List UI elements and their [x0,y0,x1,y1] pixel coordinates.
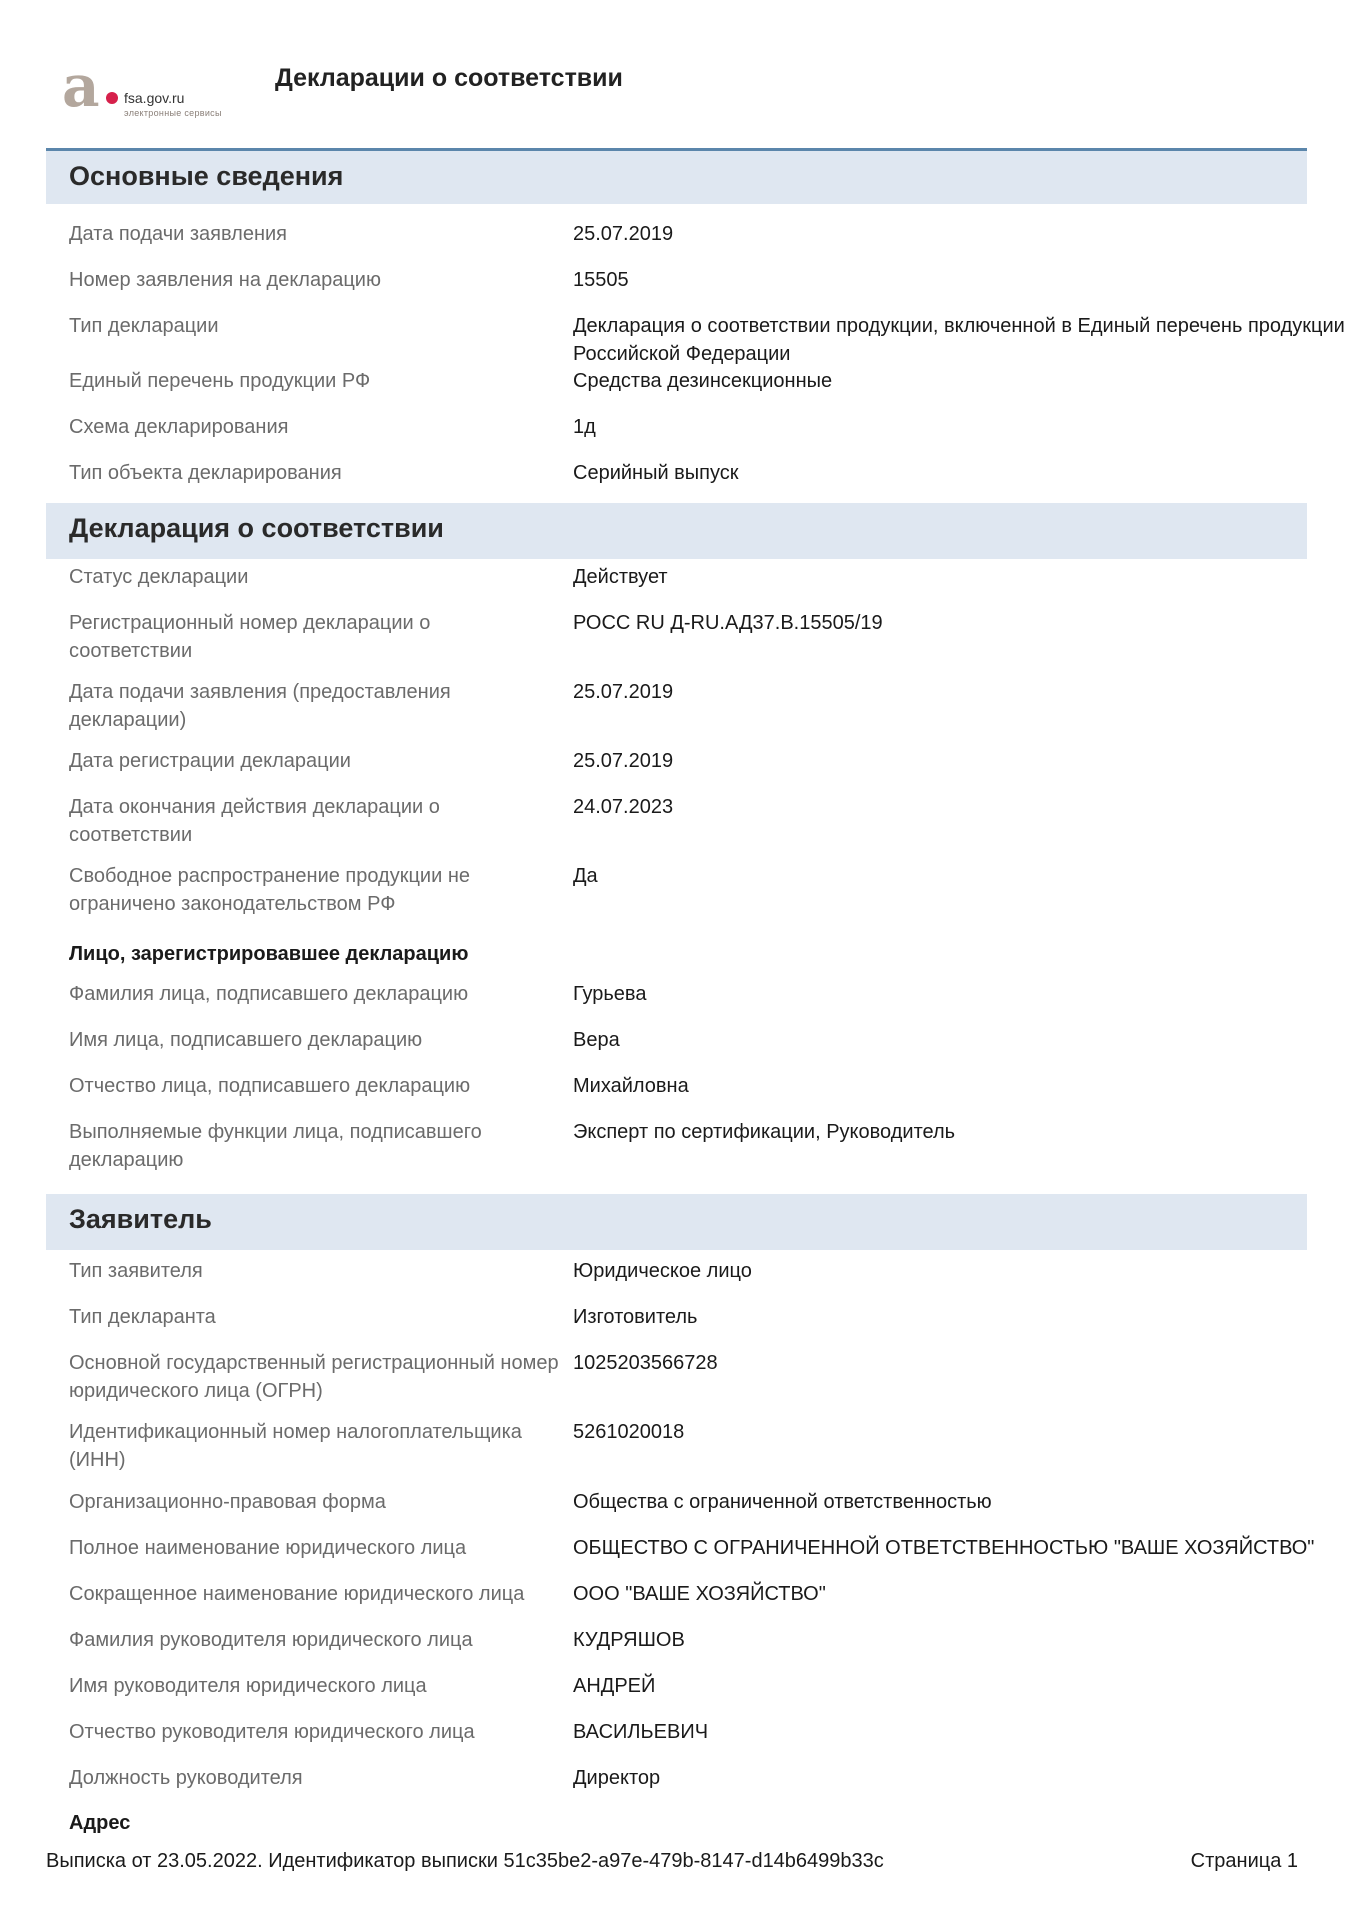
field-label: Сокращенное наименование юридического лица [69,1583,525,1605]
section-declaration [46,503,1307,559]
field-label: Статус декларации [69,566,249,588]
fsa-logo-icon: а [62,52,100,120]
field-label: Организационно-правовая форма [69,1491,386,1513]
field-value: Да [573,865,598,887]
field-label: Единый перечень продукции РФ [69,370,371,392]
field-label: Имя лица, подписавшего декларацию [69,1029,423,1051]
field-label: Дата подачи заявления (предоставления декларации) [69,681,451,731]
logo-dot-icon [106,92,118,104]
field-value: Михайловна [573,1075,689,1097]
field-value: Декларация о соответствии продукции, включенной в Единый перечень продукции Российской Федерации [573,315,1345,365]
field-value: Серийный выпуск [573,462,739,484]
subheading-signer: Лицо, зарегистрировавшее декларацию [69,943,469,965]
field-label: Основной государственный регистрационный номер юридического лица (ОГРН) [69,1352,559,1402]
field-value: Юридическое лицо [573,1260,752,1282]
page-number: Страница 1 [1190,1850,1298,1872]
field-value: 24.07.2023 [573,796,674,818]
field-label: Тип декларации [69,315,219,337]
field-value: Директор [573,1767,661,1789]
field-value: Средства дезинсекционные [573,370,833,392]
field-value: 25.07.2019 [573,750,674,772]
extract-info: Выписка от 23.05.2022. Идентификатор выписки 51c35be2-a97e-479b-8147-d14b6499b33c [46,1850,884,1872]
field-label: Схема декларирования [69,416,289,438]
field-label: Тип заявителя [69,1260,203,1282]
field-label: Полное наименование юридического лица [69,1537,467,1559]
field-value: АНДРЕЙ [573,1675,656,1697]
field-value: 5261020018 [573,1421,685,1443]
field-label: Фамилия руководителя юридического лица [69,1629,473,1651]
field-value: Общества с ограниченной ответственностью [573,1491,992,1513]
section-title: Заявитель [69,1204,212,1234]
field-label: Выполняемые функции лица, подписавшего декларацию [69,1121,482,1171]
field-label: Фамилия лица, подписавшего декларацию [69,983,469,1005]
field-value: Гурьева [573,983,647,1005]
field-label: Дата регистрации декларации [69,750,351,772]
field-value: ОБЩЕСТВО С ОГРАНИЧЕННОЙ ОТВЕТСТВЕННОСТЬЮ "ВАШЕ ХОЗЯЙСТВО" [573,1537,1315,1559]
field-value: 25.07.2019 [573,223,674,245]
field-value: 15505 [573,269,629,291]
field-label: Тип объекта декларирования [69,462,342,484]
field-value: Эксперт по сертификации, Руководитель [573,1121,956,1143]
field-label: Должность руководителя [69,1767,303,1789]
field-value: 1д [573,416,596,438]
logo-subtitle: электронные сервисы [124,108,222,118]
page-title: Декларации о соответствии [275,64,623,92]
field-label: Дата окончания действия декларации о соответствии [69,796,440,846]
field-label: Отчество лица, подписавшего декларацию [69,1075,471,1097]
section-applicant [46,1194,1307,1250]
field-value: 25.07.2019 [573,681,674,703]
subheading-address: Адрес [69,1812,131,1834]
field-label: Регистрационный номер декларации о соответствии [69,612,431,662]
field-value: 1025203566728 [573,1352,718,1374]
page-header [0,0,1357,140]
section-title: Декларация о соответствии [69,513,444,543]
field-value: РОСС RU Д-RU.АД37.В.15505/19 [573,612,883,634]
field-value: Действует [573,566,668,588]
section-basic-info [46,148,1307,204]
field-label: Дата подачи заявления [69,223,287,245]
field-value: КУДРЯШОВ [573,1629,685,1651]
field-label: Номер заявления на декларацию [69,269,381,291]
field-value: ВАСИЛЬЕВИЧ [573,1721,709,1743]
field-label: Свободное распространение продукции не ограничено законодательством РФ [69,865,470,915]
field-value: Вера [573,1029,620,1051]
section-title: Основные сведения [69,161,344,191]
field-label: Отчество руководителя юридического лица [69,1721,475,1743]
field-label: Имя руководителя юридического лица [69,1675,427,1697]
field-value: Изготовитель [573,1306,698,1328]
field-label: Тип декларанта [69,1306,216,1328]
field-value: ООО "ВАШЕ ХОЗЯЙСТВО" [573,1583,826,1605]
logo-site-text: fsa.gov.ru [124,90,185,106]
field-label: Идентификационный номер налогоплательщика (ИНН) [69,1421,522,1471]
fsa-logo[interactable] [62,52,232,122]
page-footer [46,1850,1298,1873]
